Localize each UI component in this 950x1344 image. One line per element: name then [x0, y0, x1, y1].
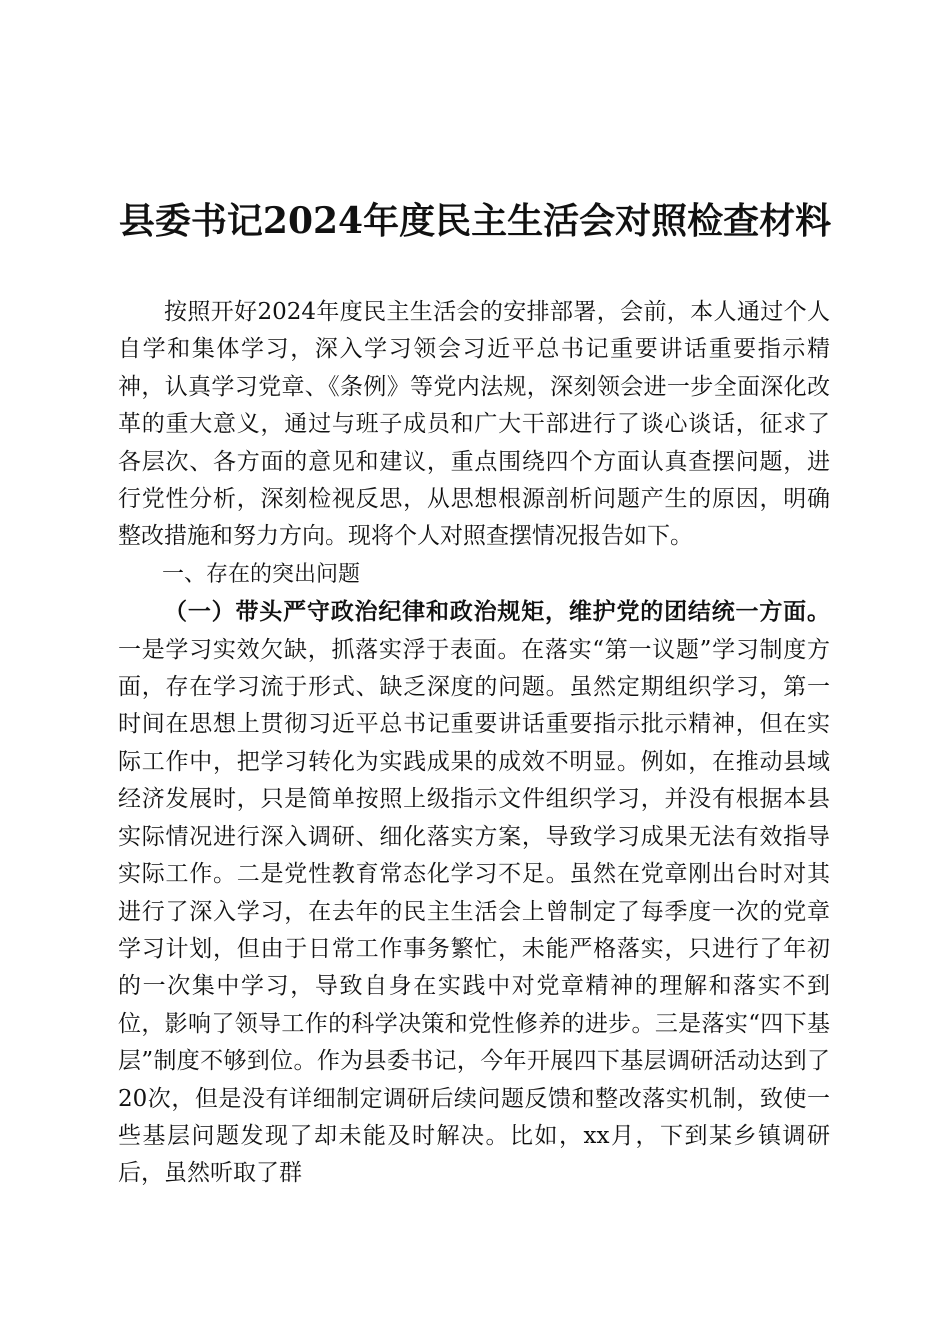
subsection-body: 一是学习实效欠缺，抓落实浮于表面。在落实“第一议题”学习制度方面，存在学习流于形式、缺乏深度的问题。虽然定期组织学习，第一时间在思想上贯彻习近平总书记重要讲话重要指示批示精神，但在实际工作中，把学习转化为实践成果的成效不明显。例如，在推动县域经济发展时，只是简单按照上级指示文件组织学习，并没有根据本县实际情况进行深入调研、细化落实方案，导致学习成果无法有效指导实际工作。二是党性教育常态化学习不足。虽然在党章刚出台时对其进行了深入学习，在去年的民主生活会上曾制定了每季度一次的党章学习计划，但由于日常工作事务繁忙，未能严格落实，只进行了年初的一次集中学习，导致自身在实践中对党章精神的理解和落实不到位，影响了领导工作的科学决策和党性修养的进步。三是落实“四下基层”制度不够到位。作为县委书记，今年开展四下基层调研活动达到了20次，但是没有详细制定调研后续问题反馈和整改落实机制，致使一些基层问题发现了却未能及时解决。比如，xx月，下到某乡镇调研后，虽然听取了群 — [118, 636, 830, 1187]
subsection-heading: （一）带头严守政治纪律和政治规矩，维护党的团结统一方面。 — [164, 598, 830, 626]
intro-paragraph: 按照开好2024年度民主生活会的安排部署，会前，本人通过个人自学和集体学习，深入学习领会习近平总书记重要讲话重要指示精神，认真学习党章、《条例》等党内法规，深刻领会进一步全面深化改革的重大意义，通过与班子成员和广大干部进行了谈心谈话，征求了各层次、各方面的意见和建议，重点围绕四个方面认真查摆问题，进行党性分析，深刻检视反思，从思想根源剖析问题产生的原因，明确整改措施和努力方向。现将个人对照查摆情况报告如下。 — [118, 299, 830, 550]
document-body — [118, 294, 830, 1193]
subsection-paragraph — [118, 593, 830, 1193]
document-title: 县委书记2024年度民主生活会对照检查材料 — [118, 200, 832, 242]
section-heading: 一、存在的突出问题 — [162, 561, 361, 587]
